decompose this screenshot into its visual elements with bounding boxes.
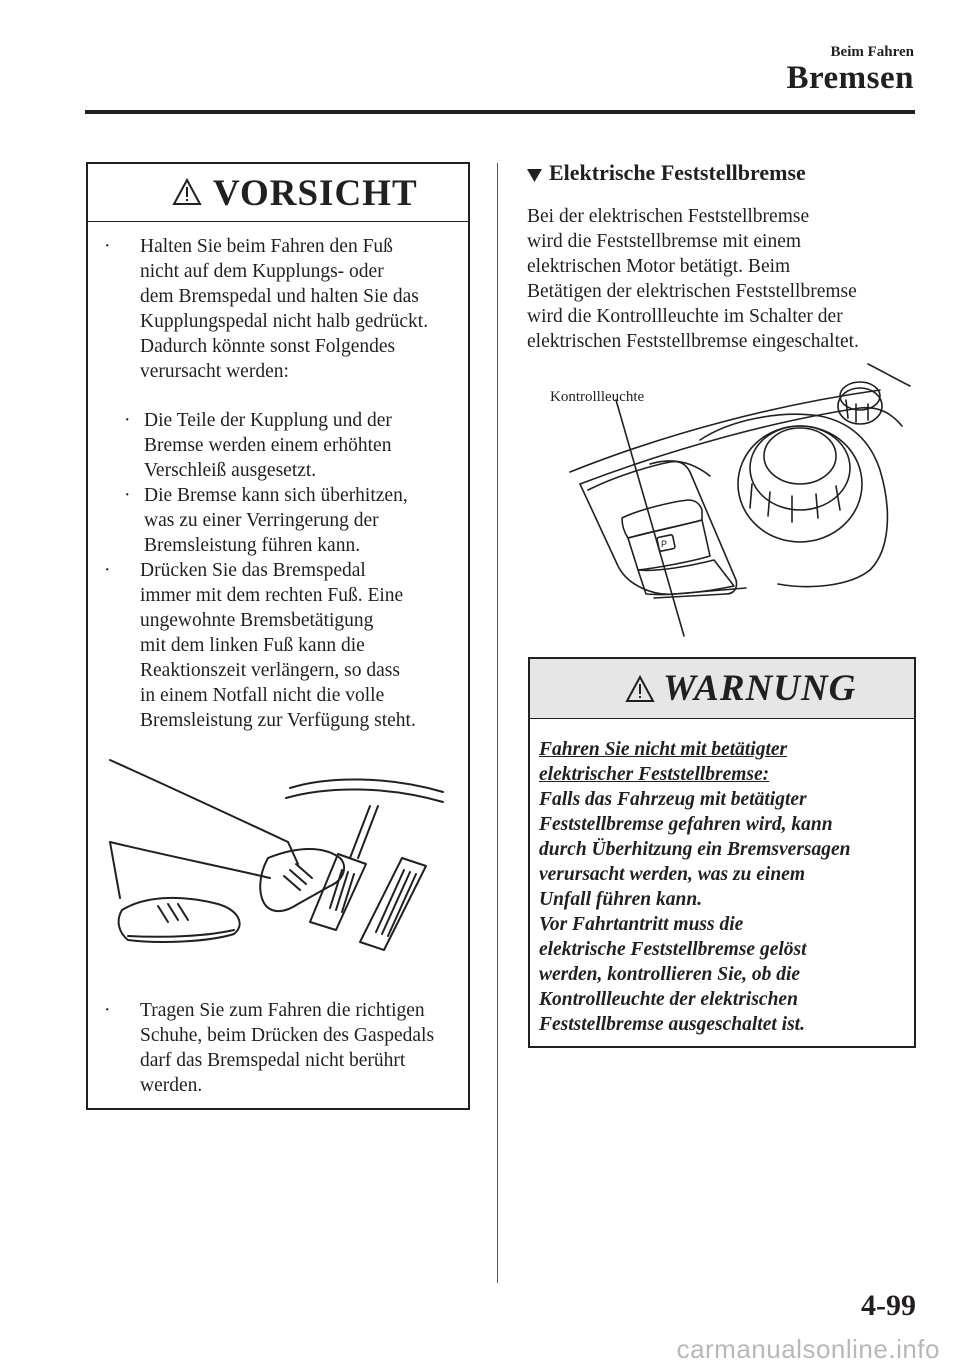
callout-label: Kontrollleuchte (550, 389, 645, 405)
warning-body-line: Kontrollleuchte der elektrischen (539, 989, 798, 1010)
bullet: · (124, 485, 131, 506)
caution-title: VORSICHT (213, 173, 418, 214)
warning-heading-line: elektrischer Feststellbremse: (539, 764, 770, 785)
warning-heading-line: Fahren Sie nicht mit betätigter (539, 739, 788, 760)
warning-body-line: verursacht werden, was zu einem (539, 864, 805, 885)
bullet: · (104, 1000, 111, 1021)
svg-text:P: P (661, 539, 668, 549)
caution-item-1-line: Halten Sie beim Fahren den Fuß (140, 236, 393, 257)
warning-body-line: Falls das Fahrzeug mit betätigter (539, 789, 807, 810)
caution-item-2-line: Reaktionszeit verlängern, so dass (140, 660, 400, 681)
section-body (527, 204, 917, 354)
column-divider (497, 163, 498, 1283)
warning-body-line: elektrische Feststellbremse gelöst (539, 939, 807, 960)
warning-body-line: werden, kontrollieren Sie, ob die (539, 964, 801, 985)
caution-item-2-line: ungewohnte Bremsbetätigung (140, 610, 374, 631)
volume-knob (838, 382, 882, 424)
caution-item-2-line: Bremsleistung zur Verfügung steht. (140, 710, 416, 731)
section-body-line: elektrischen Motor betätigt. Beim (527, 256, 791, 277)
caution-box (86, 162, 470, 1110)
caution-item-1-line: verursacht werden: (140, 361, 289, 382)
warning-box (528, 657, 916, 1048)
warning-body-line: durch Überhitzung ein Bremsversagen (539, 839, 851, 860)
caution-item-2 (104, 558, 464, 733)
warning-body-line: Feststellbremse gefahren wird, kann (539, 814, 833, 835)
running-header-chapter: Bremsen (786, 60, 914, 96)
caution-item-3-line: Tragen Sie zum Fahren die richtigen (140, 1000, 425, 1021)
warning-title: WARNUNG (663, 668, 857, 709)
page-number: 4-99 (861, 1289, 916, 1322)
caution-subitem-2-line: Die Bremse kann sich überhitzen, (144, 485, 408, 506)
caution-subitem-2 (124, 483, 464, 558)
accelerator-pedal (360, 858, 426, 950)
caution-item-1-line: Kupplungspedal nicht halb gedrückt. (140, 311, 429, 332)
caution-subitem-1-line: Verschleiß ausgesetzt. (144, 460, 317, 481)
caution-item-3-line: Schuhe, beim Drücken des Gaspedals (140, 1025, 435, 1046)
caution-item-1-line: nicht auf dem Kupplungs- oder (140, 261, 384, 282)
section-title: Elektrische Feststellbremse (549, 160, 806, 185)
left-shoe (119, 898, 240, 942)
warning-body (539, 737, 911, 1037)
caution-item-2-line: mit dem linken Fuß kann die (140, 635, 365, 656)
caution-item-2-line: in einem Notfall nicht die volle (140, 685, 385, 706)
section-body-line: Bei der elektrischen Feststellbremse (527, 206, 810, 227)
warning-triangle-icon (625, 675, 655, 703)
brake-pedal (286, 779, 443, 930)
bullet: · (124, 410, 131, 431)
caution-item-3-line: darf das Bremspedal nicht berührt (140, 1050, 406, 1071)
caution-subitem-2-line: Bremsleistung führen kann. (144, 535, 361, 556)
caution-item-3 (104, 998, 464, 1098)
caution-item-3-line: werden. (140, 1075, 203, 1096)
caution-subitem-2-line: was zu einer Verringerung der (144, 510, 379, 531)
warning-body-line: Feststellbremse ausgeschaltet ist. (539, 1014, 805, 1035)
pedal-footwork-illustration (98, 746, 460, 978)
caution-header (88, 164, 468, 222)
running-header-section: Beim Fahren (830, 44, 914, 60)
warning-header (530, 659, 914, 719)
caution-item-2-line: Drücken Sie das Bremspedal (140, 560, 366, 581)
watermark: carmanualsonline.info (676, 1334, 940, 1364)
caution-item-1 (104, 234, 464, 384)
section-body-line: Betätigen der elektrischen Feststellbremse (527, 281, 857, 302)
caution-subitem-1 (124, 408, 464, 483)
caution-item-1-line: Dadurch könnte sonst Folgendes (140, 336, 396, 357)
section-body-line: elektrischen Feststellbremse eingeschaltet. (527, 331, 859, 352)
warning-body-line: Vor Fahrtantritt muss die (539, 914, 744, 935)
caution-item-2-line: immer mit dem rechten Fuß. Eine (140, 585, 404, 606)
warning-triangle-icon (172, 178, 202, 206)
leg-outline (110, 760, 298, 898)
caution-subitem-1-line: Bremse werden einem erhöhten (144, 435, 392, 456)
warning-body-line: Unfall führen kann. (539, 889, 703, 910)
caution-subitem-1-line: Die Teile der Kupplung und der (144, 410, 392, 431)
caution-item-1-line: dem Bremspedal und halten Sie das (140, 286, 419, 307)
section-body-line: wird die Kontrollleuchte im Schalter der (527, 306, 843, 327)
header-rule (85, 110, 915, 114)
bullet: · (104, 236, 111, 257)
section-body-line: wird die Feststellbremse mit einem (527, 231, 802, 252)
bullet: · (104, 560, 111, 581)
parking-brake-switch (622, 500, 734, 595)
section-marker-icon (527, 168, 542, 183)
